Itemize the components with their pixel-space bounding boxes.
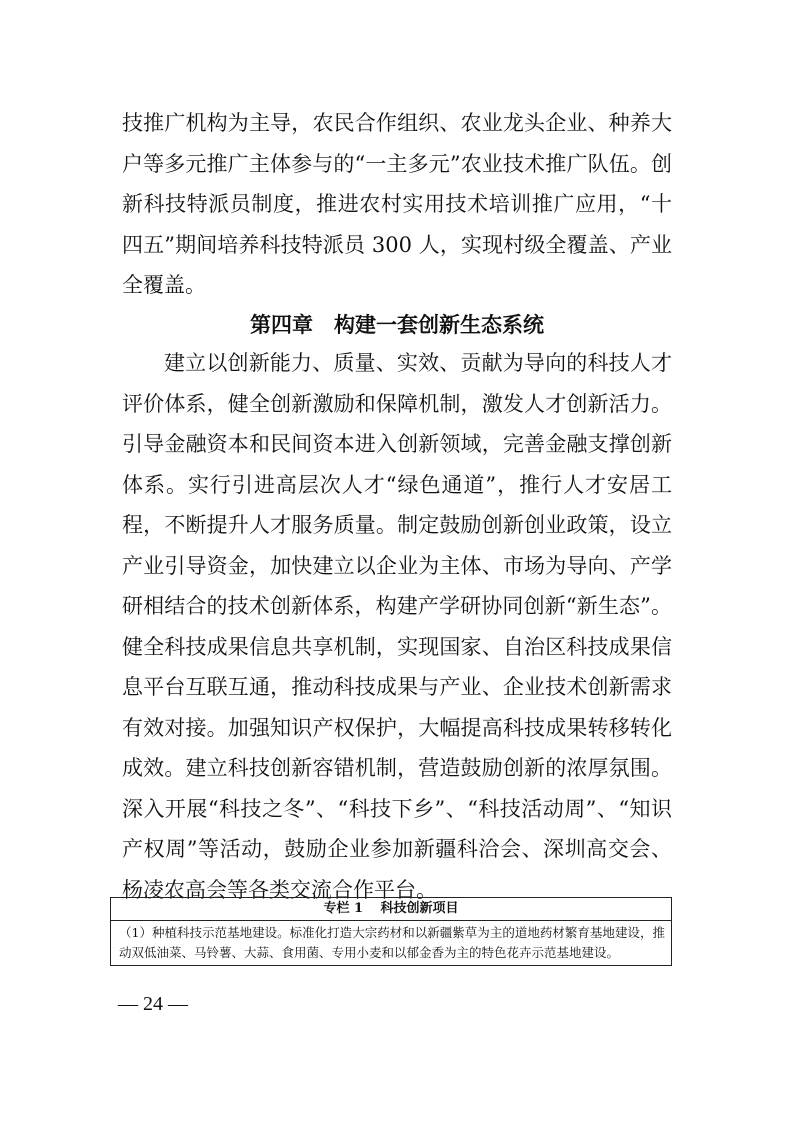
column-box-body: （1）种植科技示范基地建设。标准化打造大宗药材和以新疆紫草为主的道地药材繁育基地建设，推动双低油菜、马铃薯、大蒜、食用菌、专用小麦和以郁金香为主的特色花卉示范基地建设。 [119,925,665,960]
body-paragraph-1: 技推广机构为主导，农民合作组织、农业龙头企业、种养大户等多元推广主体参与的“一主多元”农业技术推广队伍。创新科技特派员制度，推进农村实用技术培训推广应用，“十四五”期间培养科技特派员 300 人，实现村级全覆盖、产业全覆盖。 [122,111,672,297]
column-box-title: 专栏 1 科技创新项目 [111,898,671,921]
body-paragraph-2: 建立以创新能力、质量、实效、贡献为导向的科技人才评价体系，健全创新激励和保障机制，激发人才创新活力。引导金融资本和民间资本进入创新领域，完善金融支撑创新体系。实行引进高层次人才“绿色通道”，推行人才安居工程，不断提升人才服务质量。制定鼓励创新创业政策，设立产业引导资金，加快建立以企业为主体、市场为导向、产学研相结合的技术创新体系，构建产学研协同创新“新生态”。健全科技成果信息共享机制，实现国家、自治区科技成果信息平台互联互通，推动科技成果与产业、企业技术创新需求有效对接。加强知识产权保护，大幅提高科技成果转移转化成效。建立科技创新容错机制，营造鼓励创新的浓厚氛围。深入开展“科技之冬”、“科技下乡”、“科技活动周”、“知识产权周”等活动，鼓励企业参加新疆科洽会、深圳高交会、杨凌农高会等各类交流合作平台。 [122,351,672,902]
column-box [110,897,672,966]
page-number: — 24 — [118,993,188,1015]
chapter-title: 第四章 构建一套创新生态系统 [250,312,544,337]
